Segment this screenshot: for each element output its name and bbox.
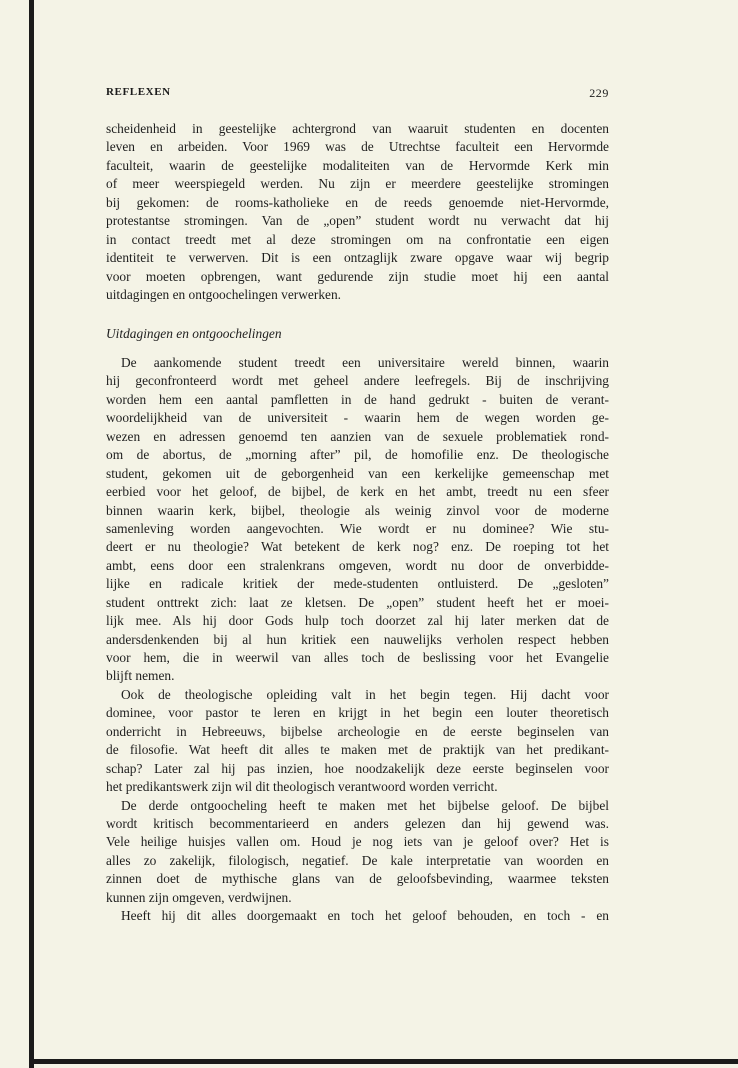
text-line: deert er nu theologie? Wat betekent de kerk nog? enz. De roeping tot het bbox=[106, 539, 609, 555]
text-line: Ook de theologische opleiding valt in het begin tegen. Hij dacht voor bbox=[121, 686, 609, 702]
text-line: faculteit, waarin de geestelijke modaliteiten van de Hervormde Kerk min bbox=[106, 157, 609, 173]
scan-left-edge bbox=[29, 0, 34, 1068]
text-line: protestantse stromingen. Van de „open” student wordt nu verwacht dat hij bbox=[106, 213, 609, 229]
text-line: student, gekomen uit de geborgenheid van een kerkelijke gemeenschap met bbox=[106, 465, 609, 481]
text-line: leven en arbeiden. Voor 1969 was de Utrechtse faculteit een Hervormde bbox=[106, 139, 609, 155]
text-line: blijft nemen. bbox=[106, 668, 175, 684]
scan-bottom-edge bbox=[29, 1059, 738, 1064]
running-title: REFLEXEN bbox=[106, 86, 171, 98]
text-line: in contact treedt met al deze stromingen om na confrontatie een eigen bbox=[106, 231, 609, 247]
text-line: De derde ontgoocheling heeft te maken met het bijbelse geloof. De bijbel bbox=[121, 797, 609, 813]
text-line: zinnen doet de mythische glans van de geloofsbevinding, waarmee teksten bbox=[106, 871, 609, 887]
intro-paragraph bbox=[106, 120, 609, 304]
page-number: 229 bbox=[589, 86, 609, 100]
text-line: voor moeten opbrengen, want gedurende zijn studie moet hij een aantal bbox=[106, 268, 609, 284]
section-heading: Uitdagingen en ontgoochelingen bbox=[106, 326, 282, 341]
text-line: kunnen zijn omgeven, verdwijnen. bbox=[106, 889, 292, 905]
text-line: lijk mee. Als hij door Gods hulp toch doorzet zal hij later merken dat de bbox=[106, 613, 609, 629]
text-line: scheidenheid in geestelijke achtergrond van waaruit studenten en docenten bbox=[106, 121, 609, 136]
text-line: het predikantswerk zijn wil dit theologisch verantwoord worden verricht. bbox=[106, 779, 498, 795]
text-line: Vele heilige huisjes vallen om. Houd je nog iets van je geloof over? Het is bbox=[106, 834, 609, 850]
text-line: alles zo zakelijk, filologisch, negatief. De kale interpretatie van woorden en bbox=[106, 852, 609, 868]
text-line: wezen en adressen genoemd ten aanzien van de sexuele problematiek rond- bbox=[106, 428, 609, 444]
text-line: student onttrekt zich: laat ze kletsen. De „open” student heeft het er moei- bbox=[106, 594, 609, 610]
text-line: schap? Later zal hij pas inzien, hoe noodzakelijk deze eerste beginselen voor bbox=[106, 760, 609, 776]
text-line: of meer weerspiegeld werden. Nu zijn er meerdere geestelijke stromingen bbox=[106, 176, 609, 192]
text-line: de filosofie. Wat heeft dit alles te maken met de praktijk van het predikant- bbox=[106, 742, 609, 758]
text-line: dominee, voor pastor te leren en krijgt in het begin een louter theoretisch bbox=[106, 705, 609, 721]
text-line: hij geconfronteerd wordt met geheel andere leefregels. Bij de inschrijving bbox=[106, 373, 609, 389]
text-line: De aankomende student treedt een universitaire wereld binnen, waarin bbox=[121, 355, 609, 370]
text-line: om de abortus, de „morning after” pil, de homofilie enz. De theologische bbox=[106, 447, 609, 463]
text-line: samenleving worden aangevochten. Wie wordt er nu dominee? Wie stu- bbox=[106, 520, 609, 536]
text-line: Heeft hij dit alles doorgemaakt en toch het geloof behouden, en toch - en bbox=[121, 908, 609, 924]
text-line: onderricht in Hebreeuws, bijbelse archeologie en de eerste beginselen van bbox=[106, 723, 609, 739]
text-line: binnen waarin kerk, bijbel, theologie als weinig zinvol voor de moderne bbox=[106, 502, 609, 518]
text-line: uitdagingen en ontgoochelingen verwerken. bbox=[106, 286, 342, 302]
text-line: eerbied voor het geloof, de bijbel, de kerk en het ambt, treedt nu een sfeer bbox=[106, 484, 609, 500]
section-body bbox=[106, 354, 609, 926]
running-header bbox=[106, 86, 609, 102]
text-line: bij gekomen: de rooms-katholieke en de reeds genoemde niet-Hervormde, bbox=[106, 194, 609, 210]
text-line: wordt kritisch becommentarieerd en anders gelezen dan hij gewend was. bbox=[106, 815, 609, 831]
text-line: ambt, eens door een stralenkrans omgeven, wordt nu door de onverbidde- bbox=[106, 557, 609, 573]
text-line: lijke en radicale kritiek der mede-studenten ontluisterd. De „gesloten” bbox=[106, 576, 609, 592]
text-line: worden hem een aantal pamfletten in de hand gedrukt - buiten de verant- bbox=[106, 391, 609, 407]
text-line: voor hem, die in weerwil van alles toch de beslissing voor het Evangelie bbox=[106, 650, 609, 665]
text-line: woordelijkheid van de universiteit - waarin hem de wegen worden ge- bbox=[106, 410, 609, 426]
text-line: identiteit te verwerven. Dit is een ontzaglijk zware opgave waar wij begrip bbox=[106, 250, 609, 266]
text-line: andersdenkenden bij al hun kritiek een nauwelijks verholen respect hebben bbox=[106, 631, 609, 647]
